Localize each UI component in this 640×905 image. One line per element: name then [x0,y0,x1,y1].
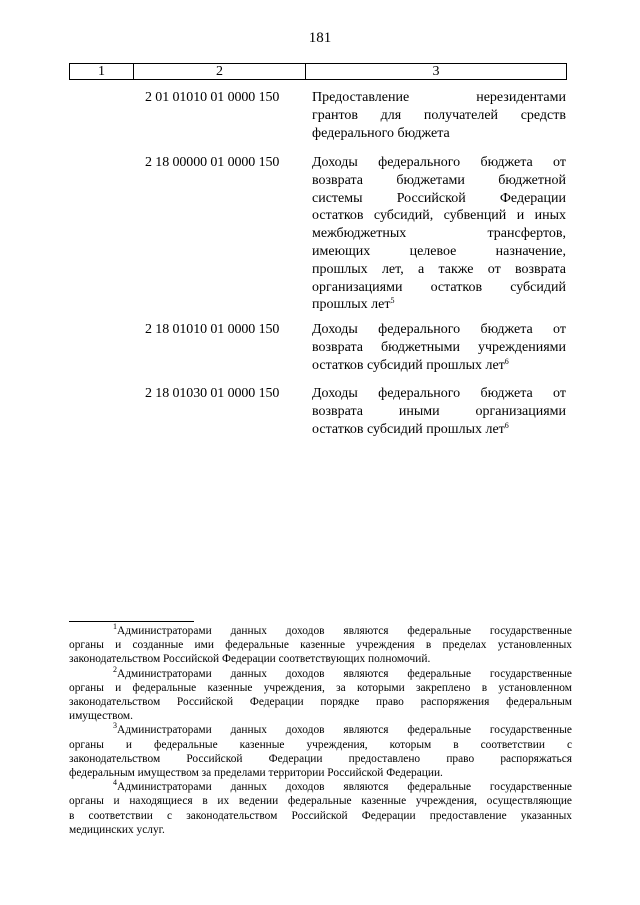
description-line: возврата иными организациями [312,403,566,419]
description-line: прошлых лет, а также от возврата [312,261,566,277]
footnote-line: в соответствии с законодательством Российской Федерации предоставление указанных [69,809,572,822]
description-line: Доходы федерального бюджета от [312,386,566,401]
footnote-line [69,624,572,638]
description-line: остатков субсидий прошлых лет$^6$ [312,420,509,437]
footnote-line: законодательством Российской Федерации соответствующих полномочий. [69,653,431,666]
footnote-line: законодательством Российской Федерации предоставлено право распоряжаться [69,752,572,765]
footnote-mark: 3 [113,721,117,731]
income-description [312,321,566,374]
description-line: межбюджетных трансфертов, [312,226,566,242]
column-header-2: 2 [134,64,306,79]
footnote-line: органы и созданные ими федеральные казенные учреждения в пределах установленных [69,639,572,652]
description-line: Доходы федерального бюджета от [312,322,566,337]
description-line: имеющих целевое назначение, [312,243,566,259]
page-number: 181 [308,30,332,46]
footnote-text: Администраторами данных доходов являются федеральные государственные [117,625,572,637]
footnote-line: законодательством Российской Федерации порядке право распоряжения федеральным [69,696,572,709]
footnote-mark: 4 [113,778,117,788]
footnote-text: Администраторами данных доходов являются федеральные государственные [117,667,572,680]
footnote-mark: 2 [113,664,117,674]
footnote-text: Администраторами данных доходов являются федеральные государственные [117,781,572,794]
column-header-3: 3 [432,64,440,79]
footnote-line: медицинских услуг. [69,823,165,836]
footnote [69,664,572,724]
income-description [312,89,566,142]
table-header-row [69,63,567,80]
footnote-line: имуществом. [69,710,133,723]
footnote-reference: 5 [390,296,395,306]
description-line: грантов для получателей средств [312,107,566,123]
budget-code: 2 01 01010 01 0000 150 [145,90,280,105]
footnote-separator [69,621,194,622]
budget-code: 2 18 01010 01 0000 150 [145,322,280,337]
footnote-reference: 6 [504,356,509,366]
budget-code: 2 18 00000 01 0000 150 [145,155,280,170]
budget-code: 2 18 01030 01 0000 150 [145,386,280,401]
description-line: возврата бюджетами бюджетной [312,172,566,188]
footnote [69,723,572,780]
description-line: возврата бюджетными учреждениями [312,339,566,355]
footnote-line [69,664,572,681]
footnote-line [69,780,572,794]
footnote [69,780,572,837]
footnote-line: федеральным имуществом за пределами территории Российской Федерации. [69,767,443,780]
footnote-text: Администраторами данных доходов являются федеральные государственные [117,724,572,737]
description-line: остатков субсидий прошлых лет$^6$ [312,356,509,373]
column-header-1: 1 [70,64,134,79]
description-line: организациями остатков субсидий [312,279,566,295]
description-line: Предоставление нерезидентами [312,90,566,105]
footnote [69,624,572,667]
description-line: остатков субсидий, субвенций и иных [312,208,566,224]
footnote-line: органы и федеральные казенные учреждения, которым в соответствии с [69,738,572,751]
footnote-line: органы и федеральные казенные учреждения, за которыми закреплено в установленном [69,681,572,694]
footnote-line [69,723,572,737]
footnote-reference: 6 [504,420,509,430]
description-line: системы Российской Федерации [312,190,566,206]
description-line: прошлых лет$^5$ [312,296,395,313]
income-description [312,385,566,438]
income-description [312,154,566,314]
footnote-line: органы и находящиеся в их ведении федеральные казенные учреждения, осуществляющие [69,795,572,808]
description-line: федерального бюджета [312,125,450,141]
footnote-mark: 1 [113,622,117,631]
description-line: Доходы федерального бюджета от [312,155,566,170]
footnotes [69,624,572,837]
